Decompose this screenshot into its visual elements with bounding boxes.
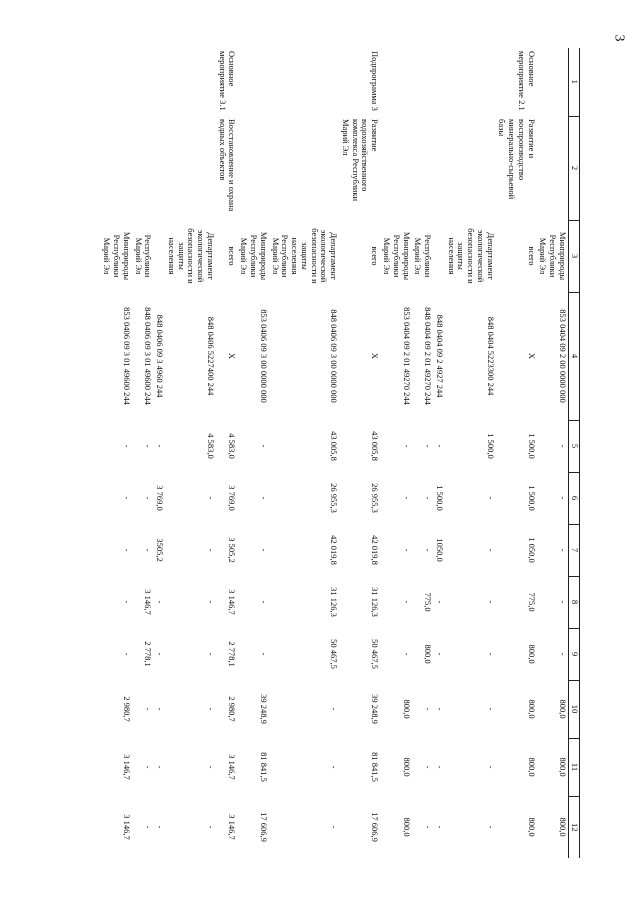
row-title-cell: [445, 116, 496, 220]
value-cell: -: [558, 496, 568, 500]
value-cell: 3 146,7: [121, 814, 132, 840]
row-title-cell: [433, 116, 445, 220]
responsible-cell: Минприроды Республики Марий Эл: [102, 231, 132, 281]
row-title-cell: [537, 116, 569, 220]
value-cell: 1 500,0: [434, 485, 445, 511]
value-cell: 81 841,5: [370, 752, 381, 782]
row-code-cell: [269, 48, 339, 116]
responsible-cell: [153, 220, 165, 292]
value-cell: 42 019,8: [329, 535, 340, 565]
column-header: 10: [569, 680, 580, 738]
responsible-cell: всего: [227, 246, 238, 266]
column-header: 1: [569, 48, 580, 116]
value-cell: -: [423, 548, 434, 552]
value-cell: -: [485, 496, 496, 500]
value-cell: -: [205, 707, 216, 711]
value-cell: -: [485, 707, 496, 711]
value-cell: -: [423, 765, 434, 769]
budget-code-cell: 853 0406 09 3 00 0000 000: [258, 309, 269, 403]
row-code-cell: [238, 48, 269, 116]
row-code-cell: Основное мероприятие 3.1: [217, 51, 238, 111]
budget-code-cell: 848 0406 09 3 01 49600 244: [143, 307, 154, 405]
value-cell: -: [258, 652, 269, 656]
value-cell: 50 467,5: [370, 639, 381, 669]
value-cell: 800,0: [526, 817, 537, 837]
responsible-cell: Минприроды Республики Марий Эл: [381, 231, 412, 281]
value-cell: 26 955,3: [329, 483, 340, 513]
responsible-cell: Департамент экологической безопасности и защиты населения Республики Марий Эл: [270, 228, 340, 284]
value-cell: -: [434, 765, 445, 769]
table-row: [339, 48, 380, 858]
value-cell: -: [143, 825, 154, 829]
value-cell: 4 583,0: [205, 433, 216, 459]
table-row: [380, 48, 411, 858]
value-cell: -: [434, 600, 445, 604]
table-row: [537, 48, 569, 858]
value-cell: -: [258, 548, 269, 552]
header-row: [569, 48, 580, 858]
column-header: 7: [569, 524, 580, 576]
responsible-cell: всего: [370, 246, 381, 266]
value-cell: 50 467,5: [329, 639, 340, 669]
budget-code-cell: 853 0406 09 3 01 49600 244: [121, 307, 132, 405]
value-cell: -: [401, 444, 412, 448]
value-cell: -: [423, 707, 434, 711]
value-cell: 775,0: [423, 592, 434, 612]
value-cell: -: [258, 444, 269, 448]
value-cell: -: [143, 707, 154, 711]
row-code-cell: Основное мероприятие 2.1: [516, 51, 537, 111]
value-cell: -: [329, 765, 340, 769]
value-cell: 3 146,7: [227, 589, 238, 615]
row-title-cell: Развитие водохозяйственного комплекса Республики Марий Эл: [340, 119, 381, 202]
value-cell: -: [205, 600, 216, 604]
value-cell: 1 050,0: [526, 537, 537, 563]
value-cell: 800,0: [526, 699, 537, 719]
budget-code-cell: 848 0404 5223300 244: [485, 316, 496, 396]
row-code-cell: [433, 48, 445, 116]
value-cell: -: [485, 765, 496, 769]
value-cell: 43 005,8: [329, 431, 340, 461]
table-row: [238, 48, 269, 858]
value-cell: -: [401, 600, 412, 604]
value-cell: 3 769,0: [155, 485, 166, 511]
value-cell: 1 500,0: [485, 433, 496, 459]
row-code-cell: [412, 48, 434, 116]
value-cell: 3 146,7: [227, 754, 238, 780]
value-cell: -: [485, 825, 496, 829]
value-cell: 3 146,7: [227, 814, 238, 840]
value-cell: 2 980,7: [121, 696, 132, 722]
value-cell: 43 005,8: [370, 431, 381, 461]
budget-code-cell: 848 0404 09 2 4927 244: [434, 314, 445, 398]
row-title-cell: [380, 116, 411, 220]
value-cell: 1050,0: [434, 538, 445, 562]
row-code-cell: [132, 48, 154, 116]
value-cell: -: [558, 548, 568, 552]
value-cell: -: [155, 444, 166, 448]
table-row: [216, 48, 238, 858]
row-title-cell: Восстановление и охрана водных объектов: [217, 119, 238, 212]
table-row: [496, 48, 537, 858]
table-row: [412, 48, 434, 858]
value-cell: -: [205, 652, 216, 656]
column-header: 8: [569, 576, 580, 628]
value-cell: -: [401, 496, 412, 500]
value-cell: -: [434, 825, 445, 829]
value-cell: 800,0: [401, 757, 412, 777]
value-cell: -: [329, 825, 340, 829]
value-cell: 800,0: [423, 644, 434, 664]
row-title-cell: [153, 116, 165, 220]
value-cell: -: [485, 600, 496, 604]
table-row: [165, 48, 216, 858]
value-cell: -: [329, 707, 340, 711]
value-cell: -: [155, 825, 166, 829]
column-header: 11: [569, 738, 580, 796]
value-cell: -: [121, 444, 132, 448]
value-cell: 26 955,3: [370, 483, 381, 513]
budget-code-cell: 848 0406 5227400 244: [205, 316, 216, 396]
row-code-cell: [101, 48, 132, 116]
page-number: 3: [611, 34, 627, 42]
value-cell: 800,0: [401, 699, 412, 719]
value-cell: 2 778,1: [143, 641, 154, 667]
budget-code-cell: X: [370, 352, 381, 360]
value-cell: -: [155, 600, 166, 604]
value-cell: 800,0: [526, 644, 537, 664]
value-cell: -: [121, 496, 132, 500]
value-cell: 2 778,1: [227, 641, 238, 667]
value-cell: -: [401, 548, 412, 552]
responsible-cell: Департамент экологической безопасности и защиты населения: [166, 228, 216, 284]
budget-code-cell: 853 0404 09 2 01 49270 244: [401, 307, 412, 405]
value-cell: -: [423, 496, 434, 500]
value-cell: 39 248,9: [258, 694, 269, 724]
value-cell: -: [485, 652, 496, 656]
budget-code-cell: X: [227, 352, 238, 360]
value-cell: 3 505,2: [227, 537, 238, 563]
value-cell: -: [434, 444, 445, 448]
value-cell: -: [121, 652, 132, 656]
value-cell: 3 769,0: [227, 485, 238, 511]
responsible-cell: [433, 220, 445, 292]
responsible-cell: всего: [526, 246, 537, 266]
value-cell: -: [423, 444, 434, 448]
budget-code-cell: 848 0406 09 3 4960 244: [155, 314, 166, 398]
value-cell: -: [205, 825, 216, 829]
value-cell: 2 980,7: [227, 696, 238, 722]
row-code-cell: [165, 48, 216, 116]
value-cell: -: [155, 652, 166, 656]
value-cell: -: [143, 444, 154, 448]
value-cell: 3 146,7: [121, 754, 132, 780]
value-cell: -: [205, 548, 216, 552]
value-cell: 3 146,7: [143, 589, 154, 615]
column-header: 4: [569, 292, 580, 420]
value-cell: -: [121, 548, 132, 552]
value-cell: -: [485, 548, 496, 552]
row-code-cell: [445, 48, 496, 116]
value-cell: -: [155, 707, 166, 711]
table-row: [445, 48, 496, 858]
responsible-cell: Департамент экологической безопасности и защиты населения: [446, 228, 496, 284]
value-cell: -: [205, 765, 216, 769]
value-cell: -: [121, 600, 132, 604]
row-title-cell: [165, 116, 216, 220]
column-header: 5: [569, 420, 580, 472]
column-header: 6: [569, 472, 580, 524]
budget-code-cell: X: [526, 352, 537, 360]
responsible-cell: Республики Марий Эл: [413, 234, 434, 278]
row-title-cell: [412, 116, 434, 220]
value-cell: -: [558, 444, 568, 448]
value-cell: 31 126,3: [370, 587, 381, 617]
value-cell: -: [434, 707, 445, 711]
value-cell: -: [434, 652, 445, 656]
value-cell: -: [558, 600, 568, 604]
column-header: 2: [569, 116, 580, 220]
row-code-cell: [537, 48, 569, 116]
value-cell: 1 500,0: [526, 485, 537, 511]
value-cell: 42 019,8: [370, 535, 381, 565]
value-cell: 17 606,9: [258, 812, 269, 842]
value-cell: 17 606,9: [370, 812, 381, 842]
value-cell: 4 583,0: [227, 433, 238, 459]
budget-code-cell: 853 0404 09 2 00 0000 000: [558, 309, 568, 403]
value-cell: -: [143, 496, 154, 500]
value-cell: -: [258, 496, 269, 500]
value-cell: -: [155, 765, 166, 769]
row-title-cell: [132, 116, 154, 220]
column-header: 9: [569, 628, 580, 680]
value-cell: -: [258, 600, 269, 604]
row-title-cell: [269, 116, 339, 220]
budget-code-cell: 848 0404 09 2 01 49270 244: [423, 307, 434, 405]
value-cell: -: [423, 825, 434, 829]
row-title-cell: [238, 116, 269, 220]
budget-table: [101, 48, 580, 858]
value-cell: -: [558, 652, 568, 656]
value-cell: -: [401, 652, 412, 656]
value-cell: 800,0: [558, 817, 568, 837]
table-row: [132, 48, 154, 858]
value-cell: 800,0: [401, 817, 412, 837]
responsible-cell: Минприроды Республики Марий Эл: [538, 231, 568, 281]
row-title-cell: [101, 116, 132, 220]
row-code-cell: [153, 48, 165, 116]
row-title-cell: Развитие и воспроизводство минерально-сырьевой базы: [497, 119, 537, 200]
table-row: [269, 48, 339, 858]
value-cell: 31 126,3: [329, 587, 340, 617]
value-cell: 1 500,0: [526, 433, 537, 459]
row-code-cell: [380, 48, 411, 116]
column-header: 3: [569, 220, 580, 292]
value-cell: -: [143, 548, 154, 552]
responsible-cell: Минприроды Республики Марий Эл: [239, 231, 269, 281]
table-row: [433, 48, 445, 858]
value-cell: 775,0: [526, 592, 537, 612]
value-cell: 81 841,5: [258, 752, 269, 782]
value-cell: 800,0: [526, 757, 537, 777]
value-cell: 3505,2: [155, 538, 166, 562]
value-cell: -: [205, 496, 216, 500]
row-code-cell: Подпрограмма 3: [370, 51, 381, 111]
value-cell: -: [143, 765, 154, 769]
value-cell: 800,0: [558, 757, 568, 777]
table-row: [101, 48, 132, 858]
value-cell: 800,0: [558, 699, 568, 719]
table-row: [153, 48, 165, 858]
column-header: 12: [569, 796, 580, 858]
responsible-cell: Республики Марий Эл: [133, 234, 154, 278]
budget-code-cell: 848 0406 09 3 00 0000 000: [329, 309, 340, 403]
value-cell: 39 248,9: [370, 694, 381, 724]
